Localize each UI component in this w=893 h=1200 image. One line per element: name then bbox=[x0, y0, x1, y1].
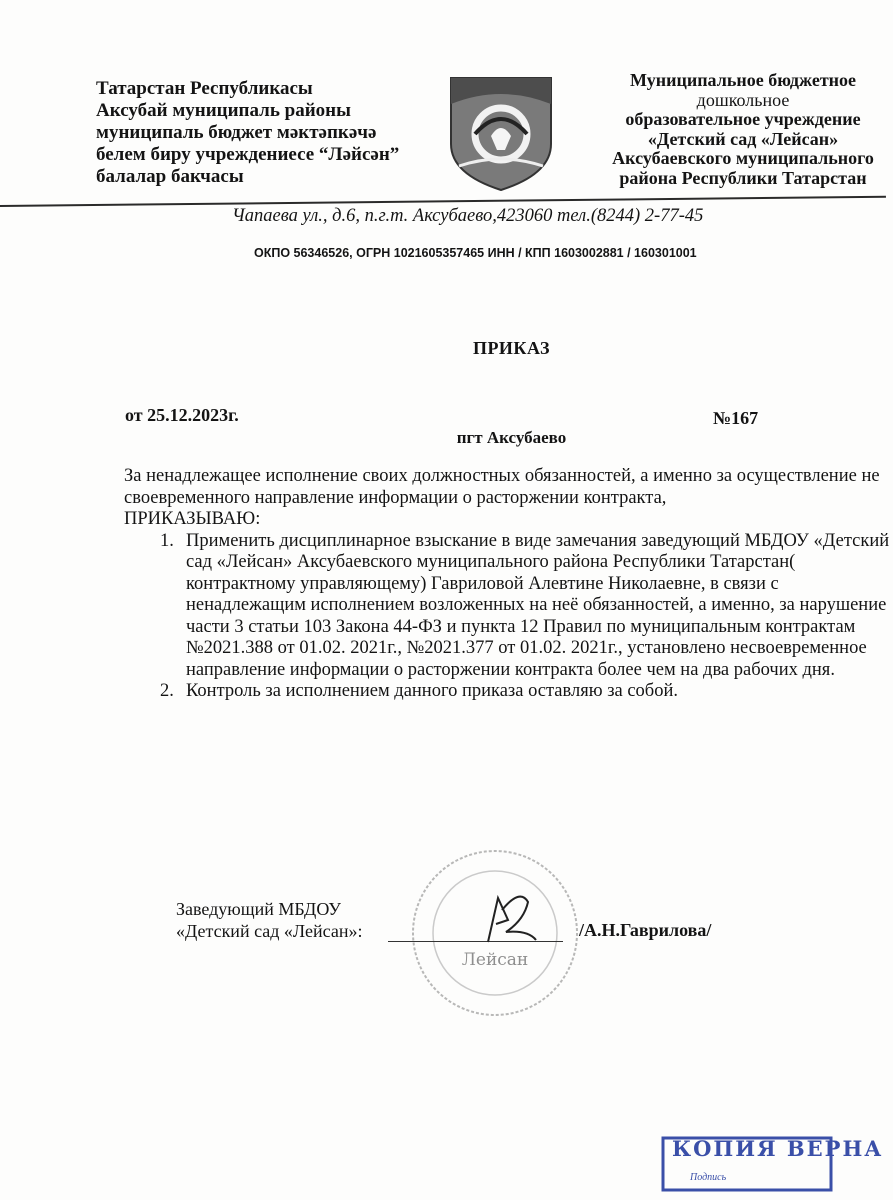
address-line: Чапаева ул., д.6, п.г.т. Аксубаево,423060 тел.(8244) 2-77-45 bbox=[232, 206, 704, 226]
list-item-text: Применить дисциплинарное взыскание в виде замечания заведующий МБДОУ «Детский сад «Лейсан» Аксубаевского муниципального района Республики Татарстан( контрактному управляющему) Гавриловой Алевтине Николаевне, в связи с ненадлежащим исполнением возложенных на неё обязанностей, а именно, за нарушение части 3 статьи 103 Закона 44-ФЗ и пункта 12 Правил по муниципальным контрактам №2021.388 от 01.02. 2021г., №2021.377 от 01.02. 2021г., установлено несвоевременное направление информации о расторжении контракта более чем на два рабочих дня. bbox=[186, 530, 890, 680]
header-left-line: балалар бакчасы bbox=[96, 166, 244, 187]
position-line: Заведующий МБДОУ bbox=[176, 899, 342, 919]
seal-text: Лейсан bbox=[461, 950, 529, 970]
header-left-line: Аксубай муниципаль районы bbox=[96, 100, 351, 121]
header-right-line: района Республики Татарстан bbox=[619, 167, 867, 188]
registration-codes: ОКПО 56346526, ОГРН 1021605357465 ИНН / КПП 1603002881 / 160301001 bbox=[254, 246, 697, 260]
order-body bbox=[124, 466, 893, 703]
signatory-position bbox=[176, 898, 362, 942]
handwritten-signature-icon bbox=[458, 880, 548, 950]
header-right-line: дошкольное bbox=[696, 89, 790, 110]
stamp-text: КОПИЯ ВЕРНА bbox=[672, 1136, 884, 1161]
position-line: «Детский сад «Лейсан»: bbox=[176, 921, 363, 941]
coat-of-arms-icon bbox=[447, 74, 555, 192]
header-right-block bbox=[598, 71, 888, 188]
header-right-line: Муниципальное бюджетное bbox=[629, 70, 857, 90]
header-left-line: муниципаль бюджет мәктәпкәчә bbox=[96, 122, 377, 143]
order-place: пгт Аксубаево bbox=[456, 428, 567, 447]
order-date: от 25.12.2023г. bbox=[125, 405, 239, 425]
header-right-line: Аксубаевского муниципального bbox=[612, 148, 874, 168]
list-item bbox=[124, 681, 893, 703]
order-items bbox=[124, 531, 893, 703]
header-right-line: образовательное учреждение bbox=[625, 109, 861, 129]
order-word: ПРИКАЗЫВАЮ: bbox=[124, 509, 261, 529]
list-item-number: 2. bbox=[160, 681, 174, 701]
header-left-line: Татарстан Республикасы bbox=[96, 78, 313, 99]
signatory-name: /А.Н.Гаврилова/ bbox=[579, 920, 712, 940]
header-left-block bbox=[96, 78, 426, 188]
intro-paragraph: За ненадлежащее исполнение своих должностных обязанностей, а именно за осуществление не своевременного направление информации о расторжении контракта, bbox=[124, 466, 880, 508]
list-item-text: Контроль за исполнением данного приказа оставляю за собой. bbox=[186, 681, 678, 701]
header-right-line: «Детский сад «Лейсан» bbox=[647, 128, 839, 149]
document-title: ПРИКАЗ bbox=[472, 338, 551, 358]
list-item bbox=[124, 531, 893, 682]
order-number: №167 bbox=[713, 408, 759, 428]
list-item-number: 1. bbox=[160, 530, 174, 551]
header-left-line: белем биру учреждениесе “Ләйсән” bbox=[96, 144, 400, 165]
stamp-subtext: Подпись bbox=[690, 1172, 727, 1183]
